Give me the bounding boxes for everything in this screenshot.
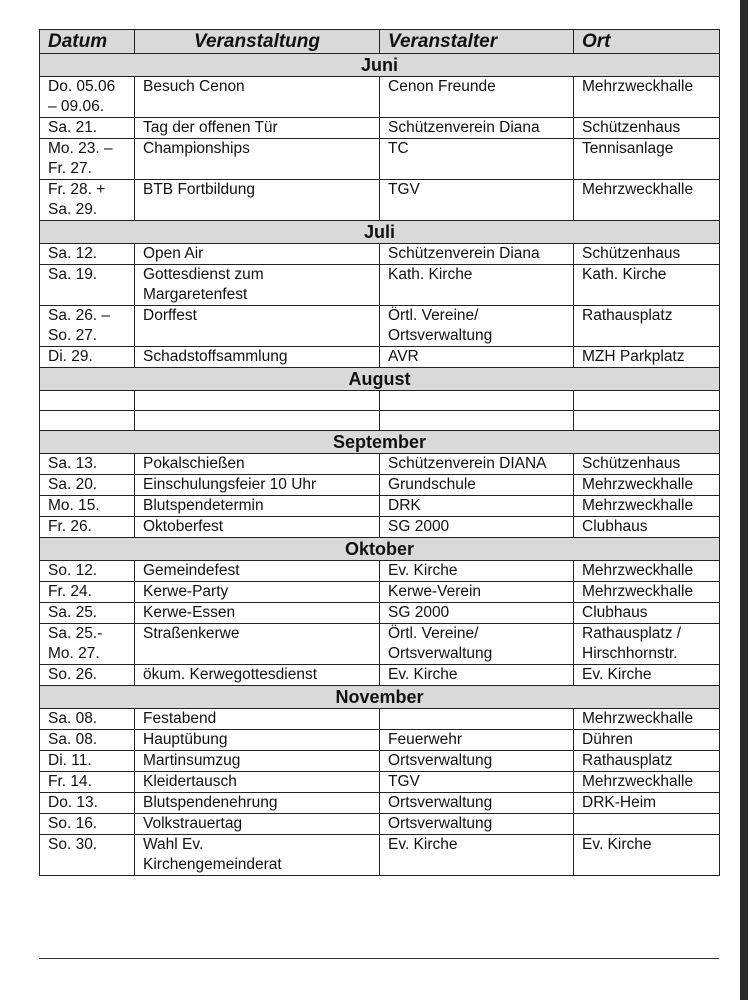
cell-datum: Fr. 14.	[40, 772, 135, 793]
cell-veranstalter: Schützenverein Diana	[380, 118, 574, 139]
cell-datum	[40, 411, 135, 431]
cell-veranstalter: TGV	[380, 772, 574, 793]
table-row	[40, 772, 720, 793]
cell-veranstaltung: Hauptübung	[135, 730, 380, 751]
cell-veranstalter: Ev. Kirche	[380, 665, 574, 686]
table-row	[40, 180, 720, 221]
cell-veranstalter: Cenon Freunde	[380, 77, 574, 118]
cell-veranstaltung: Volkstrauertag	[135, 814, 380, 835]
table-row	[40, 709, 720, 730]
cell-datum: Sa. 26. – So. 27.	[40, 306, 135, 347]
cell-ort	[574, 391, 720, 411]
month-row	[40, 538, 720, 561]
table-row	[40, 118, 720, 139]
header-datum: Datum	[40, 30, 135, 54]
cell-veranstalter: Grundschule	[380, 475, 574, 496]
cell-veranstalter: TGV	[380, 180, 574, 221]
cell-veranstaltung: Kerwe-Party	[135, 582, 380, 603]
cell-veranstalter: SG 2000	[380, 603, 574, 624]
cell-ort: Rathausplatz	[574, 751, 720, 772]
table-row	[40, 582, 720, 603]
cell-ort: Ev. Kirche	[574, 665, 720, 686]
cell-veranstalter: Örtl. Vereine/ Ortsverwaltung	[380, 624, 574, 665]
table-row	[40, 561, 720, 582]
table-row	[40, 454, 720, 475]
cell-veranstaltung: Championships	[135, 139, 380, 180]
table-row	[40, 496, 720, 517]
table-row	[40, 347, 720, 368]
month-heading: September	[40, 431, 720, 454]
cell-veranstalter: SG 2000	[380, 517, 574, 538]
cell-veranstaltung	[135, 411, 380, 431]
cell-veranstaltung: Festabend	[135, 709, 380, 730]
cell-datum: Do. 05.06 – 09.06.	[40, 77, 135, 118]
cell-ort: Mehrzweckhalle	[574, 77, 720, 118]
cell-datum: Sa. 20.	[40, 475, 135, 496]
cell-veranstaltung	[135, 391, 380, 411]
month-heading: November	[40, 686, 720, 709]
cell-ort	[574, 814, 720, 835]
cell-datum: So. 26.	[40, 665, 135, 686]
table-row	[40, 77, 720, 118]
cell-veranstaltung: Pokalschießen	[135, 454, 380, 475]
month-row	[40, 431, 720, 454]
cell-veranstaltung: Blutspendetermin	[135, 496, 380, 517]
cell-veranstaltung: Blutspendenehrung	[135, 793, 380, 814]
cell-veranstalter: DRK	[380, 496, 574, 517]
cell-veranstaltung: Oktoberfest	[135, 517, 380, 538]
month-row	[40, 221, 720, 244]
table-body	[40, 54, 720, 876]
cell-datum: Mo. 15.	[40, 496, 135, 517]
cell-ort: Mehrzweckhalle	[574, 772, 720, 793]
cell-veranstalter: Ev. Kirche	[380, 561, 574, 582]
cell-datum: Di. 29.	[40, 347, 135, 368]
table-row	[40, 391, 720, 411]
cell-ort: Schützenhaus	[574, 244, 720, 265]
table-row	[40, 306, 720, 347]
cell-veranstaltung: Einschulungsfeier 10 Uhr	[135, 475, 380, 496]
header-veranstalter: Veranstalter	[380, 30, 574, 54]
cell-datum: So. 16.	[40, 814, 135, 835]
month-heading: Juni	[40, 54, 720, 77]
cell-datum: Sa. 21.	[40, 118, 135, 139]
cell-ort: Ev. Kirche	[574, 835, 720, 876]
cell-veranstalter: TC	[380, 139, 574, 180]
cell-veranstaltung: Schadstoffsammlung	[135, 347, 380, 368]
cell-veranstalter: Kath. Kirche	[380, 265, 574, 306]
cell-datum: Sa. 13.	[40, 454, 135, 475]
cell-ort: Mehrzweckhalle	[574, 582, 720, 603]
table-row	[40, 265, 720, 306]
month-row	[40, 686, 720, 709]
month-row	[40, 54, 720, 77]
cell-datum: Sa. 12.	[40, 244, 135, 265]
table-row	[40, 244, 720, 265]
cell-veranstalter	[380, 411, 574, 431]
footer-divider	[39, 958, 719, 959]
cell-veranstalter: Ortsverwaltung	[380, 814, 574, 835]
cell-veranstalter: Schützenverein DIANA	[380, 454, 574, 475]
cell-veranstaltung: BTB Fortbildung	[135, 180, 380, 221]
cell-veranstaltung: Straßenkerwe	[135, 624, 380, 665]
cell-datum: Sa. 08.	[40, 730, 135, 751]
cell-veranstaltung: Besuch Cenon	[135, 77, 380, 118]
month-heading: Oktober	[40, 538, 720, 561]
cell-ort: Rathausplatz	[574, 306, 720, 347]
cell-datum: So. 12.	[40, 561, 135, 582]
cell-datum: Fr. 28. + Sa. 29.	[40, 180, 135, 221]
month-row	[40, 368, 720, 391]
cell-veranstaltung: Wahl Ev. Kirchengemeinderat	[135, 835, 380, 876]
cell-veranstalter: Ortsverwaltung	[380, 793, 574, 814]
cell-veranstalter: Schützenverein Diana	[380, 244, 574, 265]
month-heading: August	[40, 368, 720, 391]
table-row	[40, 730, 720, 751]
cell-ort: Mehrzweckhalle	[574, 475, 720, 496]
cell-ort: Schützenhaus	[574, 454, 720, 475]
events-table	[39, 29, 720, 876]
cell-datum: Sa. 08.	[40, 709, 135, 730]
cell-datum: Sa. 25.- Mo. 27.	[40, 624, 135, 665]
table-row	[40, 835, 720, 876]
cell-veranstalter: Örtl. Vereine/ Ortsverwaltung	[380, 306, 574, 347]
table-row	[40, 793, 720, 814]
cell-ort: Mehrzweckhalle	[574, 561, 720, 582]
cell-ort: Mehrzweckhalle	[574, 496, 720, 517]
cell-datum: Mo. 23. – Fr. 27.	[40, 139, 135, 180]
cell-ort	[574, 411, 720, 431]
cell-datum: Do. 13.	[40, 793, 135, 814]
cell-ort: Clubhaus	[574, 517, 720, 538]
header-veranstaltung: Veranstaltung	[135, 30, 380, 54]
cell-veranstalter: Ortsverwaltung	[380, 751, 574, 772]
cell-veranstaltung: Gottesdienst zum Margaretenfest	[135, 265, 380, 306]
cell-veranstaltung: Gemeindefest	[135, 561, 380, 582]
table-row	[40, 665, 720, 686]
cell-veranstaltung: Kerwe-Essen	[135, 603, 380, 624]
table-row	[40, 411, 720, 431]
cell-veranstaltung: Martinsumzug	[135, 751, 380, 772]
cell-ort: Kath. Kirche	[574, 265, 720, 306]
table-row	[40, 139, 720, 180]
cell-veranstaltung: Open Air	[135, 244, 380, 265]
cell-ort: Rathausplatz / Hirschhornstr.	[574, 624, 720, 665]
cell-veranstalter: Feuerwehr	[380, 730, 574, 751]
cell-datum: Sa. 25.	[40, 603, 135, 624]
cell-datum	[40, 391, 135, 411]
cell-ort: Schützenhaus	[574, 118, 720, 139]
cell-veranstaltung: Dorffest	[135, 306, 380, 347]
table-row	[40, 814, 720, 835]
cell-datum: Sa. 19.	[40, 265, 135, 306]
table-row	[40, 475, 720, 496]
cell-datum: Di. 11.	[40, 751, 135, 772]
page-edge-bar	[740, 0, 748, 1000]
table-row	[40, 517, 720, 538]
cell-veranstaltung: ökum. Kerwegottesdienst	[135, 665, 380, 686]
table-row	[40, 624, 720, 665]
cell-ort: Mehrzweckhalle	[574, 180, 720, 221]
table-header	[40, 30, 720, 54]
cell-veranstalter: Ev. Kirche	[380, 835, 574, 876]
cell-ort: Tennisanlage	[574, 139, 720, 180]
month-heading: Juli	[40, 221, 720, 244]
cell-ort: Clubhaus	[574, 603, 720, 624]
cell-veranstaltung: Kleidertausch	[135, 772, 380, 793]
cell-ort: MZH Parkplatz	[574, 347, 720, 368]
cell-datum: Fr. 24.	[40, 582, 135, 603]
cell-datum: So. 30.	[40, 835, 135, 876]
cell-ort: Dühren	[574, 730, 720, 751]
cell-ort: Mehrzweckhalle	[574, 709, 720, 730]
cell-datum: Fr. 26.	[40, 517, 135, 538]
cell-veranstalter	[380, 709, 574, 730]
cell-veranstalter: Kerwe-Verein	[380, 582, 574, 603]
cell-veranstaltung: Tag der offenen Tür	[135, 118, 380, 139]
table-row	[40, 751, 720, 772]
cell-ort: DRK-Heim	[574, 793, 720, 814]
header-ort: Ort	[574, 30, 720, 54]
cell-veranstalter	[380, 391, 574, 411]
table-row	[40, 603, 720, 624]
cell-veranstalter: AVR	[380, 347, 574, 368]
